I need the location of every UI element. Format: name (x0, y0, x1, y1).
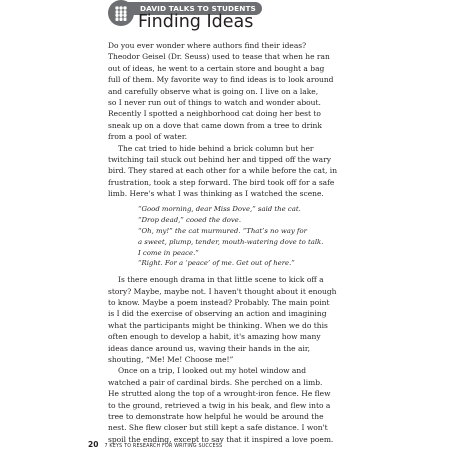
text-line: to know. Maybe a poem instead? Probably. The main point (108, 298, 330, 308)
text-line: shouting, “Me! Me! Choose me!” (108, 354, 234, 364)
text-line: Theodor Geisel (Dr. Seuss) used to tease that when he ran (108, 52, 330, 62)
quote-line: “Good morning, dear Miss Dove,” said the cat. (138, 205, 301, 214)
text-line: Do you ever wonder where authors find their ideas? (108, 41, 307, 50)
running-title: 7 KEYS TO RESEARCH FOR WRITING SUCCESS (104, 444, 223, 449)
text-line: to the ground, retrieved a twig in his beak, and flew into a (108, 400, 331, 410)
section-label: DAVID TALKS TO STUDENTS (140, 4, 256, 13)
article-body (108, 40, 448, 445)
quote-line: a sweet, plump, tender, mouth-watering dove to talk. (138, 237, 324, 246)
text-line: full of them. My favorite way to find ideas is to look around (108, 75, 334, 85)
paragraph-1 (108, 40, 448, 143)
text-line: He strutted along the top of a wrought-iron fence. He flew (108, 389, 331, 399)
quote-line: I come in peace.” (138, 248, 199, 257)
text-line: from a pool of water. (108, 132, 188, 142)
text-line: ideas dance around us, waving their hands in the air, (108, 343, 310, 353)
text-line: Once on a trip, I looked out my hotel window and (118, 366, 307, 376)
text-line: so I never run out of things to watch and wonder about. (108, 97, 321, 107)
group-of-people-icon (112, 4, 130, 22)
text-line: often enough to develop a habit, it's amazing how many (108, 332, 321, 342)
page-footer (88, 440, 222, 449)
text-line: The cat tried to hide behind a brick column but her (118, 143, 314, 153)
text-line: and carefully observe what is going on. I live on a lake, (108, 86, 319, 96)
page-title: Finding Ideas (138, 12, 254, 32)
page-number: 20 (88, 440, 99, 449)
text-line: what the participants might be thinking. When we do this (108, 320, 328, 330)
text-line: limb. Here's what I was thinking as I watched the scene. (108, 189, 324, 199)
text-line: Is there enough drama in that little scene to kick off a (118, 275, 324, 285)
section-badge (108, 0, 134, 26)
text-line: story? Maybe, maybe not. I haven't thought about it enough (108, 286, 337, 296)
text-line: frustration, took a step forward. The bird took off for a safe (108, 177, 335, 187)
text-line: out of ideas, he went to a certain store and bought a bag (108, 63, 325, 73)
text-line: tree to demonstrate how helpful he would be around the (108, 411, 324, 421)
text-line: Recently I spotted a neighborhood cat doing her best to (108, 109, 321, 119)
paragraph-3 (108, 274, 448, 365)
quote-line: “Drop dead,” cooed the dove. (138, 216, 242, 225)
dialogue-quote (138, 204, 448, 269)
paragraph-2 (108, 143, 448, 200)
text-line: watched a pair of cardinal birds. She perched on a limb. (108, 377, 323, 387)
quote-line: “Oh, my!” the cat murmured. “That’s no way for (138, 227, 307, 236)
text-line: nest. She flew closer but still kept a safe distance. I won't (108, 423, 328, 433)
quote-line: “Right. For a ‘peace’ of me. Get out of here.” (138, 259, 295, 268)
paragraph-4 (108, 365, 448, 445)
text-line: sneak up on a dove that came down from a tree to drink (108, 120, 322, 130)
text-line: is I did the exercise of observing an action and imagining (108, 309, 327, 319)
text-line: twitching tail stuck out behind her and tipped off the wary (108, 154, 331, 164)
text-line: bird. They stared at each other for a while before the cat, in (108, 166, 338, 176)
text-line: spoil the ending, except to say that it inspired a love poem. (108, 434, 334, 444)
